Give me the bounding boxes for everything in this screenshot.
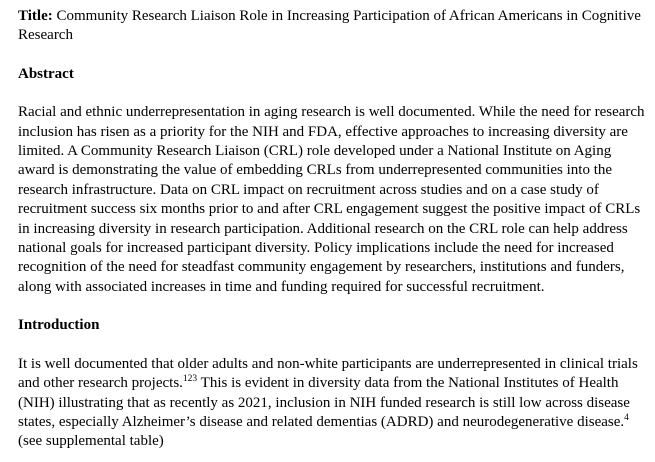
citation-superscript-2: 4 [624,412,629,423]
title-label: Title: [18,8,53,24]
title-block [18,7,648,46]
introduction-body [18,355,648,452]
abstract-body: Racial and ethnic underrepresentation in aging research is well documented. While the need for research inclusion has risen as a priority for the NIH and FDA, effective approaches to increasing diversity are limited. A Community Research Liaison (CRL) role developed under a National Institute on Aging award is demonstrating the value of embedding CRLs from underrepresented communities into the research infrastructure. Data on CRL impact on recruitment across studies and on a case study of recruitment success six months prior to and after CRL engagement suggest the positive impact of CRLs in increasing diversity in research participation. Additional research on the CRL role can help address national goals for increased participant diversity. Policy implications include the need for increased recognition of the need for steadfast community engagement by researchers, institutions and funders, along with associated increases in time and funding required for successful recruitment. [18,104,645,295]
title-text: Community Research Liaison Role in Increasing Participation of African Americans in Cognitive Research [18,8,641,44]
intro-text-part1: It is well documented that older adults and non-white participants are underrepresented in clinical trials and other research projects. [18,355,638,392]
intro-text-part3: (see supplemental table) [18,433,164,450]
abstract-heading: Abstract [18,65,74,82]
introduction-heading: Introduction [18,317,100,334]
document-page [18,7,648,452]
intro-text-part2: This is evident in diversity data from the National Institutes of Health (NIH) illustrating that as recently as 2021, inclusion in NIH funded research is still low across disease states, especially Alzheimer’s disease and related dementias (ADRD) and neurodegenerative disease. [18,375,630,430]
citation-superscript-1: 123 [182,374,198,385]
